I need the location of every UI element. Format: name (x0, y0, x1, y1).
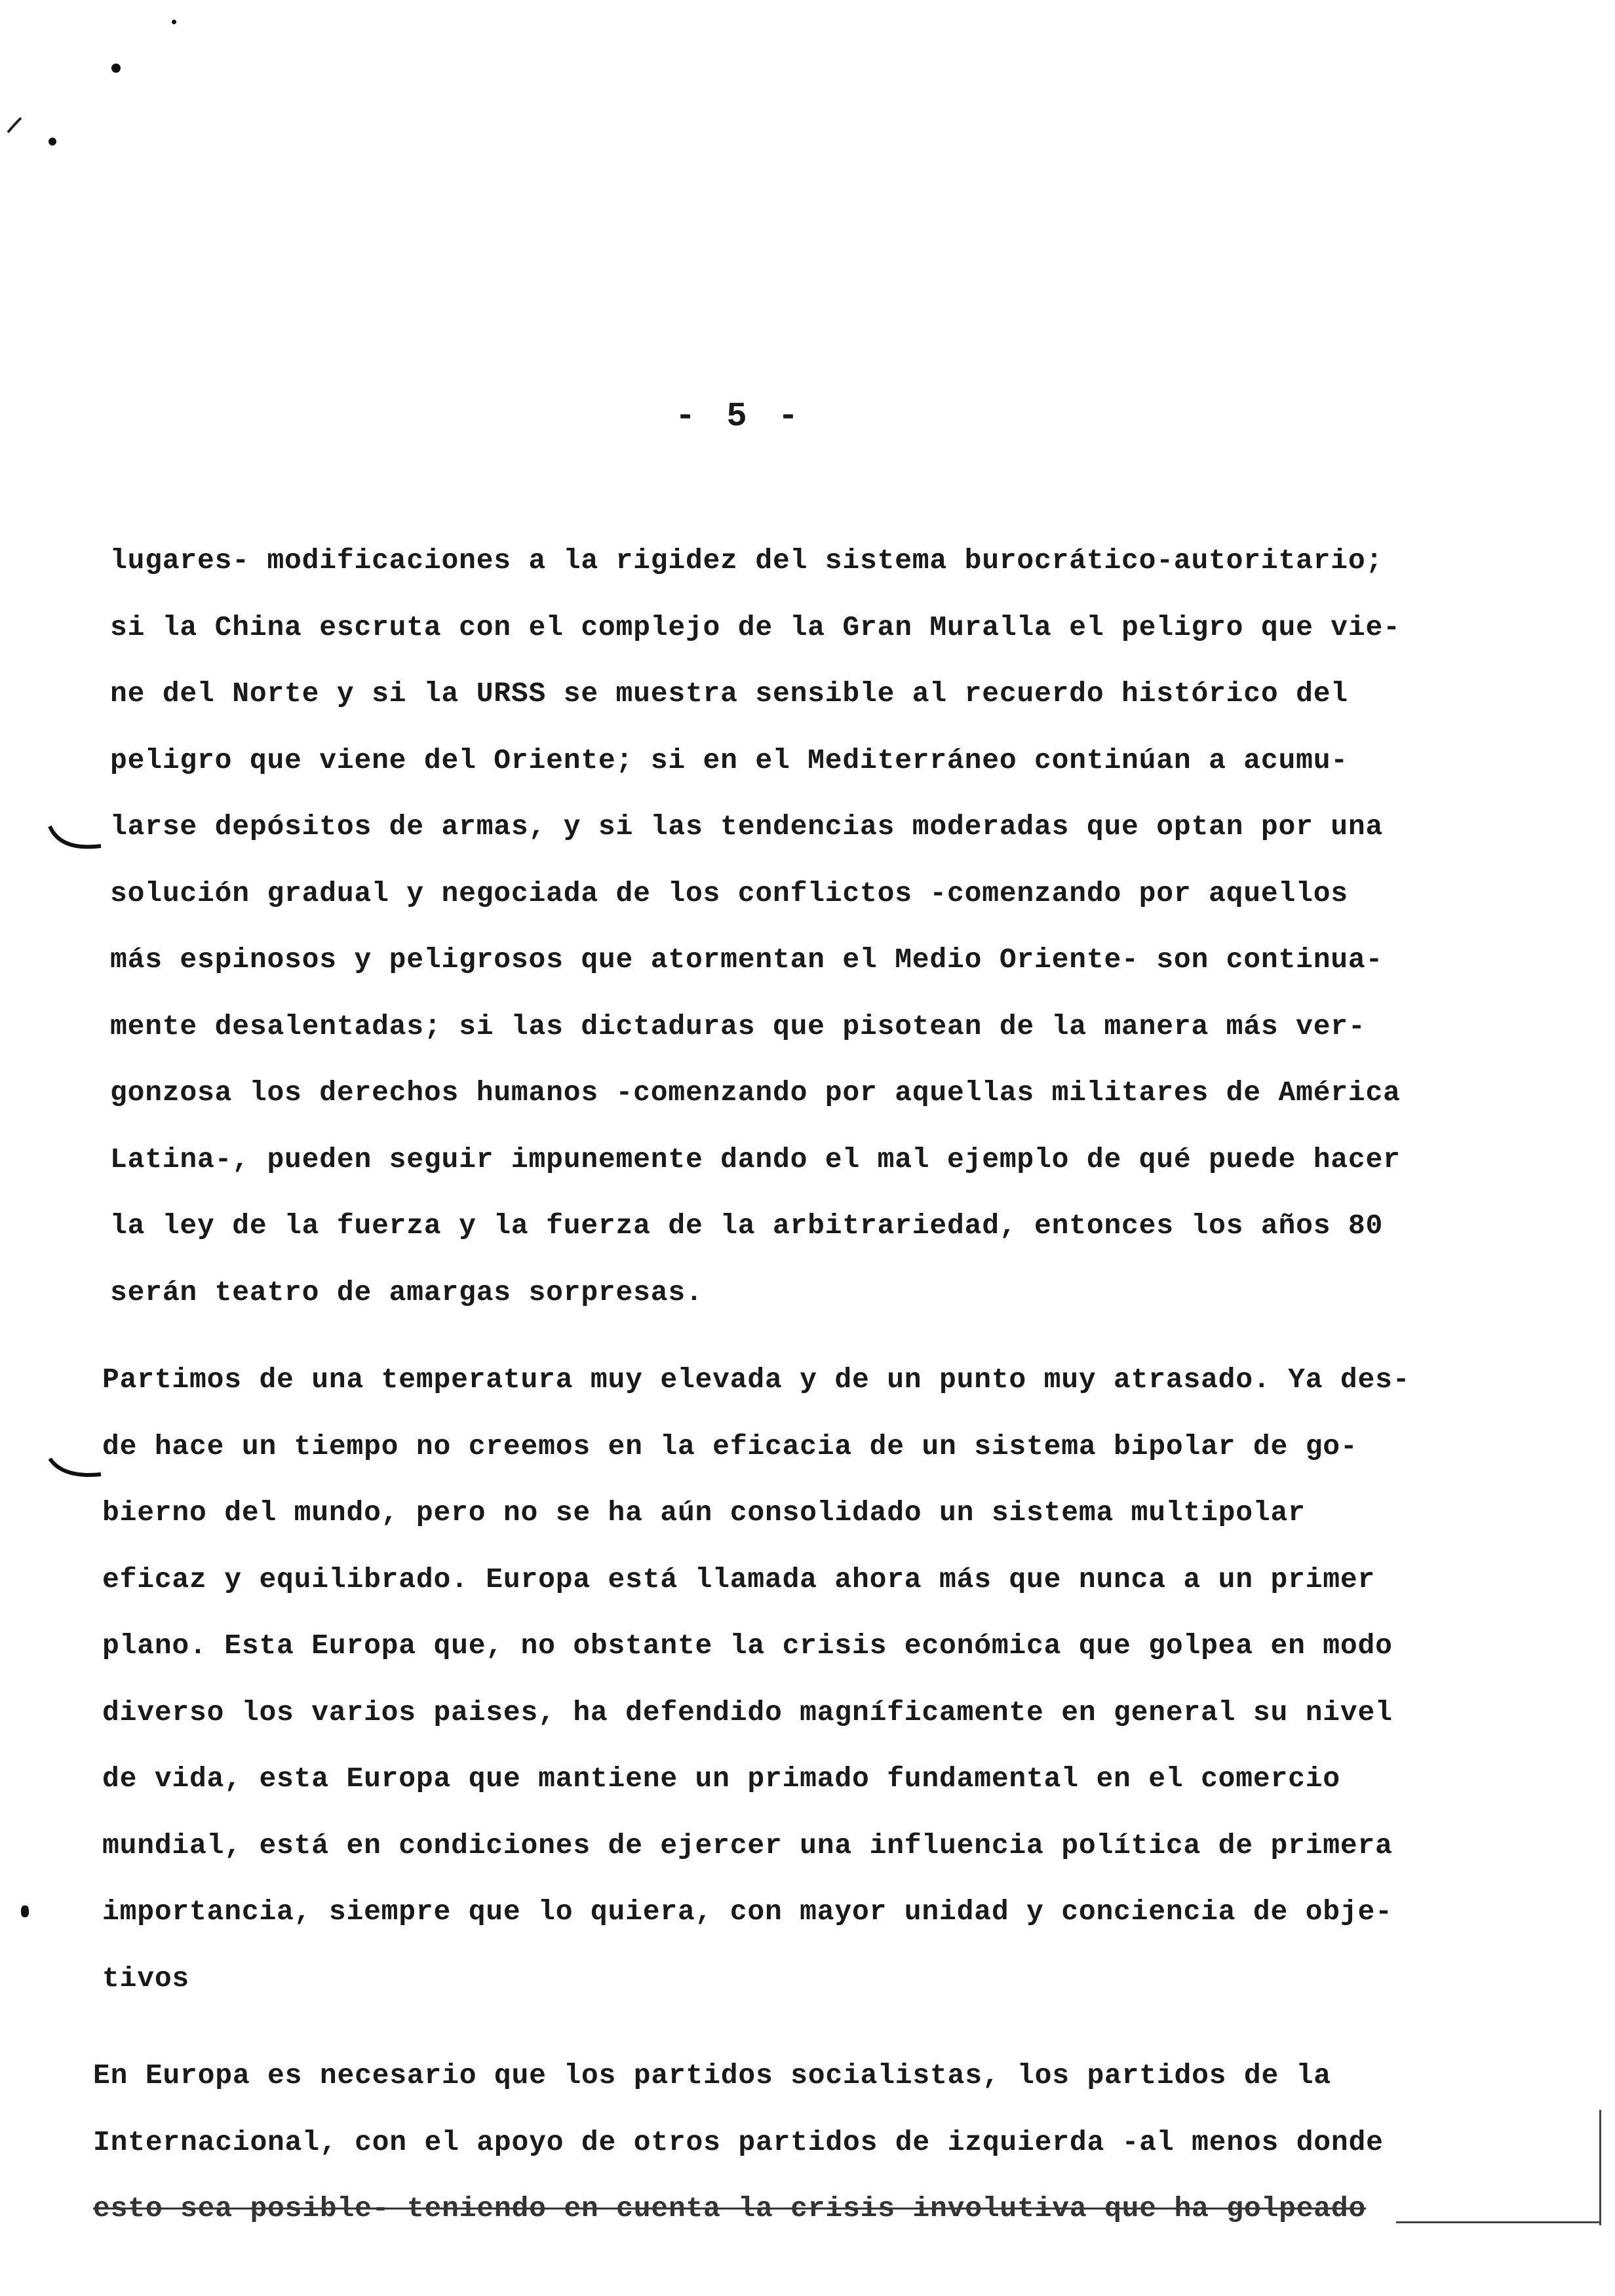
text-line: peligro que viene del Oriente; si en el Mediterráneo continúan a acumu- (110, 744, 1348, 776)
text-line: gonzosa los derechos humanos -comenzando por aquellas militares de América (110, 1077, 1401, 1109)
text-line: más espinosos y peligrosos que atormentan el Medio Oriente- son continua- (110, 944, 1384, 976)
text-line: lugares- modificaciones a la rigidez del sistema burocrático-autoritario; (110, 545, 1384, 577)
text-line: ne del Norte y si la URSS se muestra sensible al recuerdo histórico del (110, 678, 1348, 710)
text-line: mundial, está en condiciones de ejercer una influencia política de primera (102, 1829, 1393, 1862)
text-line-cut-off: esto sea posible- teniendo en cuenta la crisis involutiva que ha golpeado (93, 2192, 1367, 2225)
text-line: Partimos de una temperatura muy elevada y de un punto muy atrasado. Ya des- (102, 1364, 1411, 1396)
text-line: diverso los varios paises, ha defendido magníficamente en general su nivel (102, 1696, 1393, 1729)
text-line: bierno del mundo, pero no se ha aún consolidado un sistema multipolar (102, 1497, 1306, 1529)
page-number: - 5 - (675, 397, 804, 436)
margin-dot (21, 1905, 29, 1917)
text-line: de hace un tiempo no creemos en la eficacia de un sistema bipolar de go- (102, 1430, 1358, 1463)
text-line: Internacional, con el apoyo de otros partidos de izquierda -al menos donde (93, 2126, 1384, 2158)
text-line: plano. Esta Europa que, no obstante la crisis económica que golpea en modo (102, 1630, 1393, 1662)
scan-speck (49, 138, 56, 145)
margin-check-mark (46, 822, 105, 862)
text-line: tivos (102, 1962, 190, 1995)
text-line: importancia, siempre que lo quiera, con mayor unidad y conciencia de obje- (102, 1896, 1393, 1928)
text-line: si la China escruta con el complejo de la Gran Muralla el peligro que vie- (110, 611, 1401, 643)
margin-check-mark (46, 1455, 105, 1487)
paragraph-3 (93, 2042, 1587, 2225)
text-line: Latina-, pueden seguir impunemente dando el mal ejemplo de qué puede hacer (110, 1143, 1401, 1176)
page-edge-rule (1396, 2221, 1601, 2223)
text-line: En Europa es necesario que los partidos socialistas, los partidos de la (93, 2059, 1331, 2092)
text-line: mente desalentadas; si las dictaduras que pisotean de la manera más ver- (110, 1010, 1366, 1043)
text-line: serán teatro de amargas sorpresas. (110, 1276, 703, 1309)
paragraph-1 (110, 527, 1605, 1326)
text-line: de vida, esta Europa que mantiene un primado fundamental en el comercio (102, 1763, 1340, 1795)
paragraph-2 (102, 1347, 1597, 2012)
text-line: la ley de la fuerza y la fuerza de la arbitrariedad, entonces los años 80 (110, 1210, 1384, 1242)
scan-squiggle (5, 110, 31, 136)
text-line: solución gradual y negociada de los conflictos -comenzando por aquellos (110, 877, 1348, 909)
text-line: eficaz y equilibrado. Europa está llamada ahora más que nunca a un primer (102, 1563, 1376, 1596)
page-edge-rule (1599, 2110, 1601, 2225)
scan-speck (111, 64, 121, 73)
scan-speck (172, 20, 176, 24)
text-line: larse depósitos de armas, y si las tendencias moderadas que optan por una (110, 811, 1384, 843)
